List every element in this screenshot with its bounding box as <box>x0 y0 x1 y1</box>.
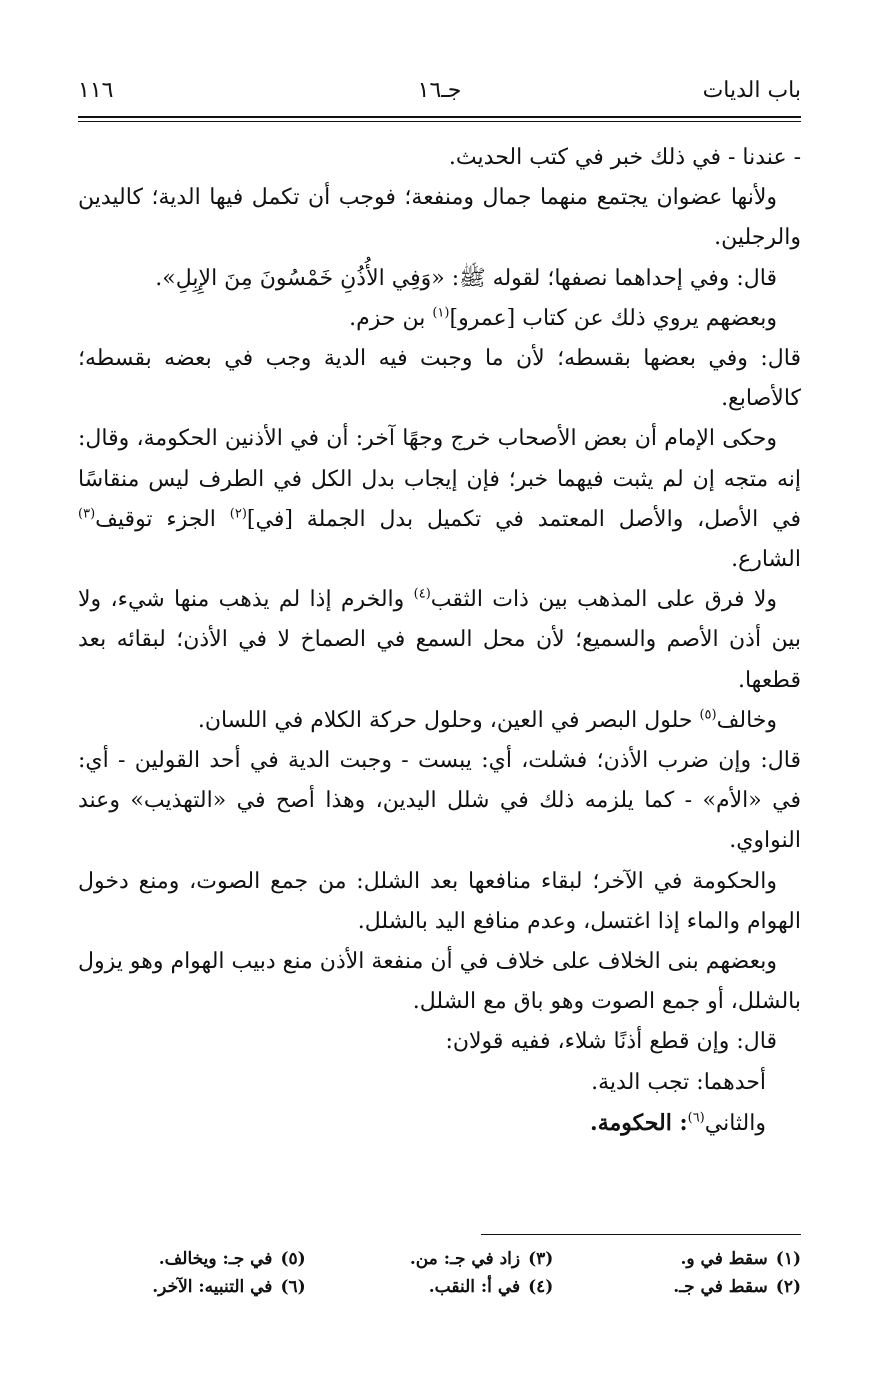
main-text <box>78 138 801 1144</box>
footnote-ref-1: (١) <box>432 305 450 321</box>
footnote-2 <box>573 1273 801 1301</box>
footnote-text: في أ: النقب. <box>428 1277 521 1297</box>
paragraph-8-text-b: حلول البصر في العين، وحلول حركة الكلام في اللسان. <box>197 707 700 733</box>
footnote-number: (٦) <box>280 1277 306 1297</box>
paragraph-9: قال: وإن ضرب الأذن؛ فشلت، أي: يبست - وجبت الدية في أحد القولين - أي: في «الأم» - كما يلزمه ذلك في شلل اليدين، وهذا أصح في «التهذيب» وعند النواوي. <box>78 748 801 854</box>
paragraph-6 <box>78 419 801 580</box>
footnote-ref-5: (٥) <box>699 707 717 723</box>
header-rule-thick <box>78 116 801 118</box>
footnote-ref-3: (٣) <box>78 506 96 522</box>
footnote-ref-2: (٢) <box>229 506 247 522</box>
paragraph-12: قال: وإن قطع أذنًا شلاء، ففيه قولان: <box>445 1029 777 1055</box>
footnote-ref-4: (٤) <box>413 586 431 602</box>
paragraph-1: - عندنا - في ذلك خبر في كتب الحديث. <box>448 145 801 170</box>
paragraph-13: أحدهما: تجب الدية. <box>591 1069 766 1095</box>
footnote-number: (٤) <box>528 1277 554 1297</box>
paragraph-6-text-b: الجزء توقيف <box>95 506 230 532</box>
volume-number: جـ١٦ <box>417 78 462 103</box>
paragraph-14 <box>78 1103 801 1144</box>
paragraph-14-text-a: والثاني <box>704 1110 766 1136</box>
footnote-ref-6: (٦) <box>687 1110 705 1126</box>
paragraph-5: قال: وفي بعضها بقسطه؛ لأن ما وجبت فيه الدية وجب في بعضه بقسطه؛ كالأصابع. <box>78 346 801 412</box>
footnote-3 <box>326 1245 554 1273</box>
footnotes <box>78 1245 801 1301</box>
paragraph-4 <box>78 299 801 339</box>
footnote-text: سقط في و. <box>680 1249 768 1269</box>
footnote-text: في التنبيه: الآخر. <box>152 1277 273 1297</box>
footnote-6 <box>78 1273 306 1301</box>
footnote-number: (٥) <box>280 1249 306 1269</box>
footnote-number: (١) <box>775 1249 801 1269</box>
paragraph-6-text-a: وحكى الإمام أن بعض الأصحاب خرج وجهًا آخر: أن في الأذنين الحكومة، وقال: إنه متجه إن لم يثبت فيهما خبر؛ فإن إيجاب بدل الكل في الطرف ليس منقاسًا في الأصل، والأصل المعتمد في تكميل بدل الجملة [في] <box>78 426 801 532</box>
paragraph-7 <box>78 580 801 701</box>
paragraph-4-text-b: بن حزم. <box>349 305 433 331</box>
footnote-1 <box>573 1245 801 1273</box>
footnote-separator <box>481 1234 801 1235</box>
paragraph-7-text-a: ولا فرق على المذهب بين ذات الثقب <box>430 587 778 613</box>
running-header <box>78 78 801 108</box>
footnote-column-1 <box>573 1245 801 1301</box>
paragraph-8 <box>78 701 801 741</box>
paragraph-10: والحكومة في الآخر؛ لبقاء منافعها بعد الشلل: من جمع الصوت، ومنع دخول الهوام والماء إذا اغتسل، وعدم منافع اليد بالشلل. <box>78 868 801 934</box>
chapter-title: باب الديات <box>702 78 801 103</box>
footnote-number: (٢) <box>775 1277 801 1297</box>
footnote-5 <box>78 1245 306 1273</box>
footnote-column-2 <box>326 1245 554 1301</box>
footnote-text: زاد في جـ: من. <box>409 1249 521 1269</box>
paragraph-6-text-c: الشارع. <box>731 547 801 573</box>
footnote-number: (٣) <box>528 1249 554 1269</box>
footnote-column-3 <box>78 1245 306 1301</box>
paragraph-3: قال: وفي إحداهما نصفها؛ لقوله ﷺ: «وَفِي الأُذُنِ خَمْسُونَ مِنَ الإِبِلِ». <box>155 265 777 291</box>
paragraph-11: وبعضهم بنى الخلاف على خلاف في أن منفعة الأذن منع دبيب الهوام وهو يزول بالشلل، أو جمع الصوت وهو باق مع الشلل. <box>78 949 801 1015</box>
paragraph-14-text-b: : الحكومة. <box>590 1109 688 1136</box>
header-rule-thin <box>78 121 801 122</box>
paragraph-4-text-a: وبعضهم يروي ذلك عن كتاب [عمرو] <box>449 305 777 331</box>
paragraph-2: ولأنها عضوان يجتمع منهما جمال ومنفعة؛ فوجب أن تكمل فيها الدية؛ كاليدين والرجلين. <box>78 185 801 251</box>
footnote-4 <box>326 1273 554 1301</box>
page-number: ١١٦ <box>78 78 114 103</box>
footnote-text: في جـ: ويخالف. <box>158 1249 273 1269</box>
paragraph-7-text-b: والخرم إذا لم يذهب منها شيء، ولا بين أذن الأصم والسميع؛ لأن محل السمع في الصماخ لا في الأذن؛ لبقائه بعد قطعها. <box>78 587 802 693</box>
footnote-text: سقط في جـ. <box>673 1277 768 1297</box>
paragraph-8-text-a: وخالف <box>716 707 777 733</box>
